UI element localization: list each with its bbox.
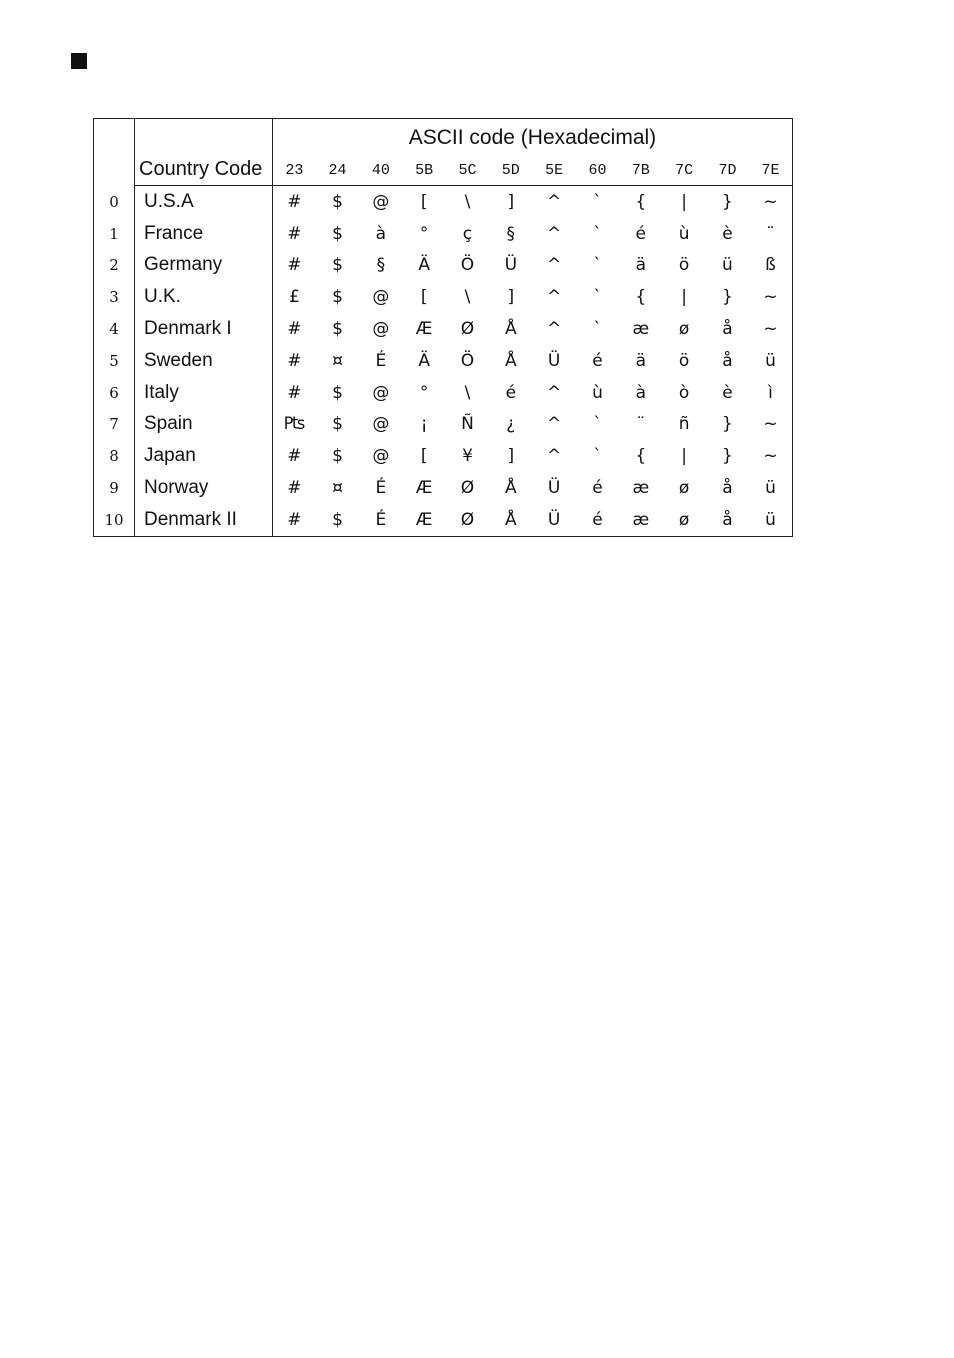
country-name: Japan <box>135 440 273 472</box>
character-cell: É <box>375 509 387 530</box>
character-cell: ù <box>592 382 603 403</box>
table-row <box>94 250 793 282</box>
character-cell: ò <box>678 382 690 403</box>
character-cell: # <box>287 478 302 499</box>
country-name: U.K. <box>135 281 273 313</box>
character-cell: § <box>376 255 386 276</box>
character-cell: @ <box>372 191 390 212</box>
character-cell: ` <box>593 414 602 435</box>
hex-code-header: 7E <box>749 155 792 186</box>
character-cell: } <box>722 414 733 435</box>
character-cell: Ü <box>504 255 518 276</box>
hex-code-header: 7B <box>619 155 662 186</box>
country-code-header: Country Code <box>135 155 273 186</box>
character-cell: é <box>592 509 603 530</box>
country-character-table <box>93 118 793 537</box>
character-cell: ñ <box>678 414 690 435</box>
character-cell: [ <box>420 446 428 467</box>
character-cell: ¡ <box>420 414 428 435</box>
character-cell: @ <box>372 382 390 403</box>
character-cell: æ <box>632 509 650 530</box>
character-cell: ¿ <box>506 414 516 435</box>
country-index: 10 <box>94 504 135 536</box>
character-cell: # <box>287 223 302 244</box>
character-cell: # <box>287 191 302 212</box>
character-cell: # <box>287 350 302 371</box>
character-cell: ^ <box>547 223 562 244</box>
character-cell: { <box>635 446 647 467</box>
character-cell: ^ <box>547 446 562 467</box>
character-cell: Ø <box>460 509 475 530</box>
country-name: Sweden <box>135 345 273 377</box>
character-cell: ` <box>593 223 602 244</box>
character-cell: # <box>287 319 302 340</box>
character-cell: å <box>722 509 733 530</box>
hex-code-header: 5E <box>532 155 575 186</box>
character-cell: ö <box>678 350 690 371</box>
character-cell: ü <box>722 255 733 276</box>
country-name: France <box>135 218 273 250</box>
character-cell: # <box>287 382 302 403</box>
character-cell: Ä <box>418 255 430 276</box>
character-cell: É <box>375 350 387 371</box>
character-cell: é <box>592 350 603 371</box>
character-cell: ~ <box>763 446 778 467</box>
character-cell: $ <box>332 287 343 308</box>
character-cell: $ <box>332 319 343 340</box>
character-cell: } <box>722 287 733 308</box>
character-cell: ^ <box>547 414 562 435</box>
table-row <box>94 440 793 472</box>
character-cell: é <box>592 478 603 499</box>
character-cell: { <box>635 287 647 308</box>
hex-code-header: 24 <box>316 155 359 186</box>
character-cell: Ø <box>460 319 475 340</box>
country-index: 2 <box>94 250 135 282</box>
character-cell: | <box>681 446 687 467</box>
character-cell: é <box>505 382 517 403</box>
character-cell: ^ <box>547 287 562 308</box>
character-cell: ü <box>765 478 776 499</box>
table-row <box>94 313 793 345</box>
character-cell: ~ <box>763 319 778 340</box>
character-cell: ß <box>765 255 776 276</box>
table-row <box>94 472 793 504</box>
country-index: 0 <box>94 186 135 218</box>
character-cell: $ <box>332 414 343 435</box>
country-index: 4 <box>94 313 135 345</box>
country-index: 3 <box>94 281 135 313</box>
character-cell: \ <box>464 191 471 212</box>
character-cell: @ <box>372 319 390 340</box>
hex-code-header: 23 <box>273 155 316 186</box>
country-index: 6 <box>94 377 135 409</box>
character-cell: ä <box>635 255 646 276</box>
character-cell: ¨ <box>766 223 775 244</box>
character-cell: Ö <box>460 255 475 276</box>
table-row <box>94 504 793 536</box>
country-name: Spain <box>135 409 273 441</box>
country-index: 7 <box>94 409 135 441</box>
country-index: 9 <box>94 472 135 504</box>
character-cell: | <box>681 287 687 308</box>
character-cell: å <box>722 478 733 499</box>
character-cell: ° <box>419 223 429 244</box>
character-cell: ä <box>635 350 646 371</box>
character-cell: Å <box>504 478 517 499</box>
character-cell: ç <box>462 223 473 244</box>
character-cell: $ <box>332 191 343 212</box>
character-cell: ₧ <box>283 414 306 435</box>
character-cell: # <box>287 509 302 530</box>
character-cell: # <box>287 255 302 276</box>
character-cell: # <box>287 446 302 467</box>
table-row <box>94 377 793 409</box>
country-name: Denmark II <box>135 504 273 536</box>
character-cell: ^ <box>547 255 562 276</box>
section-bullet-icon <box>71 53 87 69</box>
hex-code-header: 60 <box>576 155 619 186</box>
character-cell: æ <box>632 478 650 499</box>
character-cell: ø <box>678 478 690 499</box>
country-name: Germany <box>135 250 273 282</box>
hex-code-header: 7D <box>706 155 749 186</box>
character-cell: ~ <box>763 287 778 308</box>
character-cell: å <box>722 350 733 371</box>
character-cell: ` <box>593 446 602 467</box>
character-cell: å <box>722 319 733 340</box>
country-name: Italy <box>135 377 273 409</box>
character-cell: $ <box>332 382 343 403</box>
character-cell: ° <box>419 382 429 403</box>
character-cell: ü <box>765 509 776 530</box>
character-cell: @ <box>372 446 390 467</box>
character-cell: ` <box>593 191 602 212</box>
character-cell: ¨ <box>636 414 646 435</box>
character-cell: $ <box>332 255 343 276</box>
character-cell: ] <box>507 287 515 308</box>
country-index: 5 <box>94 345 135 377</box>
character-cell: é <box>635 223 647 244</box>
index-header-cell <box>94 119 135 186</box>
character-cell: Ä <box>418 350 430 371</box>
ascii-header-title: ASCII code (Hexadecimal) <box>408 126 657 149</box>
character-cell: Å <box>504 319 517 340</box>
character-cell: ] <box>507 191 515 212</box>
character-cell: è <box>722 223 733 244</box>
character-cell: ~ <box>763 191 778 212</box>
table-row <box>94 281 793 313</box>
character-cell: \ <box>464 287 471 308</box>
character-cell: $ <box>332 509 343 530</box>
character-cell: Å <box>504 350 517 371</box>
character-cell: § <box>506 223 516 244</box>
character-cell: @ <box>372 414 390 435</box>
country-header-spacer <box>135 119 273 156</box>
country-name: Norway <box>135 472 273 504</box>
character-cell: Æ <box>415 478 433 499</box>
character-cell: ü <box>765 350 776 371</box>
character-cell: ì <box>768 382 773 403</box>
hex-code-header: 40 <box>359 155 402 186</box>
character-cell: è <box>722 382 733 403</box>
character-cell: ] <box>507 446 515 467</box>
country-index: 8 <box>94 440 135 472</box>
character-cell: ø <box>678 319 690 340</box>
table-row <box>94 345 793 377</box>
character-cell: æ <box>632 319 650 340</box>
country-name: U.S.A <box>135 186 273 218</box>
hex-code-header: 5B <box>402 155 445 186</box>
hex-code-header: 7C <box>662 155 705 186</box>
character-cell: { <box>635 191 647 212</box>
character-cell: ø <box>678 509 690 530</box>
character-cell: [ <box>420 287 428 308</box>
character-cell: ` <box>593 287 602 308</box>
character-cell: ö <box>678 255 690 276</box>
character-cell: ¤ <box>332 478 343 499</box>
character-cell: $ <box>332 223 343 244</box>
character-cell: Æ <box>415 509 433 530</box>
country-character-table-container <box>93 118 792 537</box>
character-cell: É <box>375 478 387 499</box>
character-cell: ^ <box>547 319 562 340</box>
country-index: 1 <box>94 218 135 250</box>
character-cell: Æ <box>415 319 433 340</box>
character-cell: Ñ <box>461 414 474 435</box>
character-cell: ¤ <box>332 350 343 371</box>
character-cell: à <box>635 382 646 403</box>
table-row <box>94 409 793 441</box>
country-name: Denmark I <box>135 313 273 345</box>
character-cell: [ <box>420 191 428 212</box>
character-cell: ù <box>678 223 690 244</box>
table-row <box>94 218 793 250</box>
hex-code-header: 5D <box>489 155 532 186</box>
character-cell: ¥ <box>462 446 473 467</box>
character-cell: $ <box>332 446 343 467</box>
character-cell: @ <box>372 287 390 308</box>
character-cell: à <box>375 223 387 244</box>
character-cell: Ö <box>460 350 475 371</box>
header-row-title <box>94 119 793 156</box>
character-cell: Ø <box>460 478 475 499</box>
character-cell: } <box>722 191 733 212</box>
character-cell: ~ <box>763 414 778 435</box>
character-cell: ` <box>593 319 602 340</box>
character-cell: ^ <box>547 191 562 212</box>
character-cell: ` <box>593 255 602 276</box>
character-cell: Å <box>504 509 517 530</box>
character-cell: £ <box>289 287 300 308</box>
table-row <box>94 186 793 218</box>
character-cell: \ <box>464 382 471 403</box>
character-cell: Ü <box>547 509 561 530</box>
character-cell: Ü <box>547 478 561 499</box>
header-row-hex <box>94 155 793 186</box>
character-cell: Ü <box>547 350 561 371</box>
hex-code-header: 5C <box>446 155 489 186</box>
character-cell: } <box>722 446 733 467</box>
character-cell: ^ <box>547 382 562 403</box>
character-cell: | <box>681 191 687 212</box>
